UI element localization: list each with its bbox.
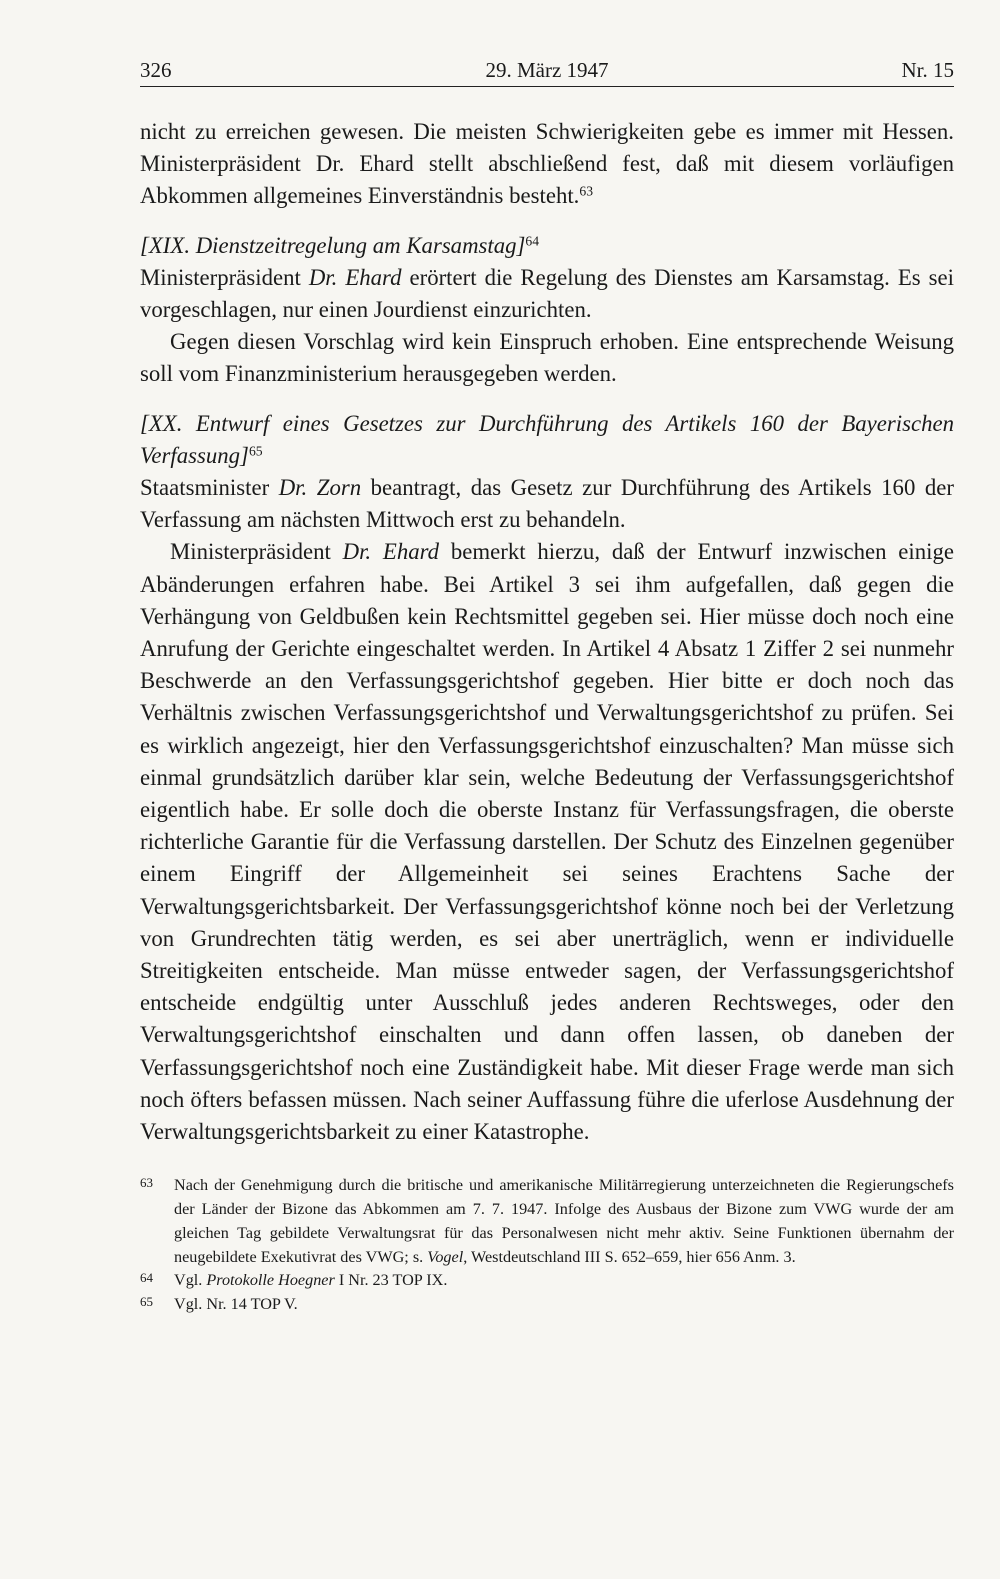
footnote <box>140 1293 954 1317</box>
header-date: 29. März 1947 <box>485 58 609 82</box>
footnote-number: 64 <box>140 1270 153 1286</box>
footnote-text: Vgl. Protokolle Hoegner I Nr. 23 TOP IX. <box>174 1271 448 1290</box>
paragraph: Ministerpräsident Dr. Ehard erörtert die Regelung des Dienstes am Karsamstag. Es sei vorgeschlagen, nur einen Jourdienst einzurichten. <box>140 264 954 323</box>
page <box>140 52 954 1317</box>
speaker-name: Dr. Ehard <box>308 264 402 290</box>
paragraph: Staatsminister Dr. Zorn beantragt, das Gesetz zur Durchführung des Artikels 160 der Verfassung am nächsten Mittwoch erst zu behandeln. <box>140 475 954 533</box>
paragraph: Gegen diesen Vorschlag wird kein Einspruch erhoben. Eine entsprechende Weisung soll vom Finanzministerium herausgegeben werden. <box>140 329 954 387</box>
running-header <box>140 52 954 87</box>
speaker-name: Dr. Ehard <box>342 539 440 565</box>
section-heading-xix: [XIX. Dienstzeitregelung am Karsamstag]$^{64}$ <box>140 232 540 258</box>
body-text <box>140 116 954 1148</box>
footnote-ref: 64 <box>525 233 540 249</box>
paragraph: nicht zu erreichen gewesen. Die meisten Schwierigkeiten gebe es immer mit Hessen. Ministerpräsident Dr. Ehard stellt abschließend fest, daß mit diesem vorläufigen Abkommen allgemeines Einverständnis besteht.$^{63}$ <box>140 119 954 209</box>
footnote-number: 65 <box>140 1294 153 1310</box>
footnote-number: 63 <box>140 1175 153 1191</box>
document-number: Nr. 15 <box>901 58 954 82</box>
paragraph: Ministerpräsident Dr. Ehard bemerkt hierzu, daß der Entwurf inzwischen einige Abänderungen erfahren habe. Bei Artikel 3 sei ihm aufgefallen, daß gegen die Verhängung von Geldbußen kein Rechtsmittel gegeben sei. Hier müsse doch noch eine Anrufung der Gerichte eingeschaltet werden. In Artikel 4 Absatz 1 Ziffer 2 sei nunmehr Beschwerde an den Verfassungsgerichtshof gegeben. Hier bitte er doch noch das Verhältnis zwischen Verfassungsgerichtshof und Verwaltungsgerichtshof zu prüfen. Sei es wirklich angezeigt, hier den Verfassungsgerichtshof einzuschalten? Man müsse sich einmal grundsätzlich darüber klar sein, welche Bedeutung der Verfassungsgerichtshof eigentlich habe. Er solle doch die oberste Instanz für Verfassungsfragen, die oberste richterliche Garantie für die Verfassung darstellen. Der Schutz des Einzelnen gegenüber einem Eingriff der Allgemeinheit sei seines Erachtens Sache der Verwaltungsgerichtsbarkeit. Der Verfassungsgerichtshof könne noch bei der Verletzung von Grundrechten tätig werden, es sei aber unerträglich, wenn er individuelle Streitigkeiten entscheide. Man müsse entweder sagen, der Verfassungsgerichtshof entscheide endgültig unter Ausschluß jedes anderen Rechtsweges, oder den Verwaltungsgerichtshof einschalten und dann offen lassen, ob daneben der Verfassungsgerichtshof noch eine Zuständigkeit habe. Mit dieser Frage werde man sich noch öfters befassen müssen. Nach seiner Auffassung führe die uferlose Ausdehnung der Verwaltungsgerichtsbarkeit zu einer Katastrophe. <box>140 539 954 1145</box>
footnote <box>140 1269 954 1293</box>
footnote <box>140 1174 954 1269</box>
footnote-ref: 63 <box>579 183 594 199</box>
footnote-text: Vgl. Nr. 14 TOP V. <box>174 1295 298 1314</box>
footnote-text: Nach der Genehmigung durch die britische und amerikanische Militärregierung unterzeichneten die Regierungschefs der Länder der Bizone das Abkommen am 7. 7. 1947. Infolge des Ausbaus der Bizone zum VWG wurde der am gleichen Tag gebildete Verwaltungsrat für das Personalwesen nicht mehr aktiv. Seine Funktionen übernahm der neugebildete Exekutivrat des VWG; s. Vogel, Westdeutschland III S. 652–659, hier 656 Anm. 3. <box>174 1176 954 1266</box>
speaker-name: Dr. Zorn <box>278 475 362 501</box>
footnotes <box>140 1174 954 1317</box>
section-heading-xx: [XX. Entwurf eines Gesetzes zur Durchführung des Artikels 160 der Bayerischen Verfassung]$^{65}$ <box>140 410 954 468</box>
footnote-ref: 65 <box>248 443 263 459</box>
page-number: 326 <box>140 58 172 82</box>
